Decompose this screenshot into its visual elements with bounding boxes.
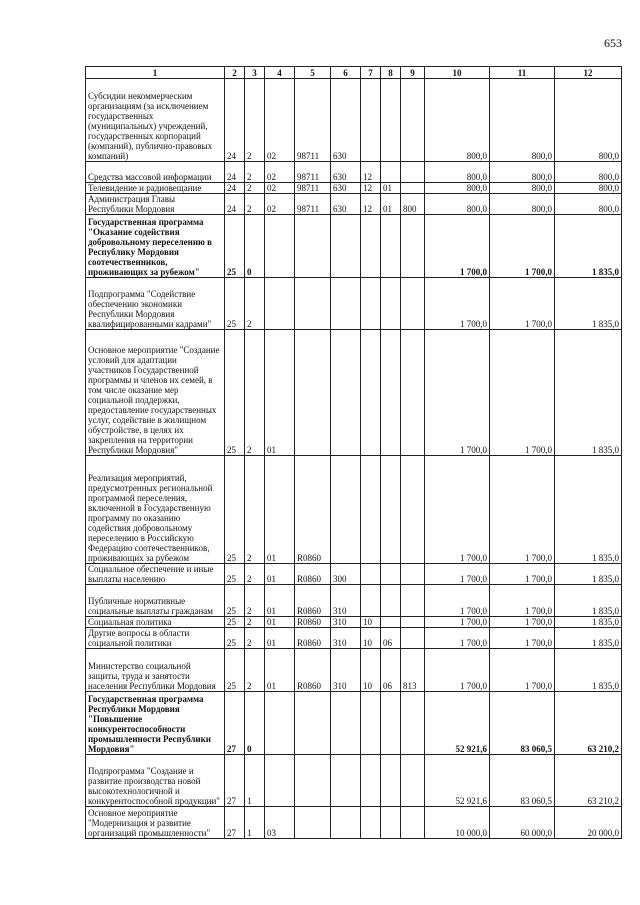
code-cell: 2 [245, 649, 265, 692]
amount-cell: 800,0 [555, 162, 622, 183]
code-cell: 25 [225, 617, 245, 628]
code-cell: 0 [245, 215, 265, 278]
amount-cell: 800,0 [425, 162, 490, 183]
table-row [86, 194, 622, 215]
amount-cell: 800,0 [555, 194, 622, 215]
code-cell: 2 [245, 162, 265, 183]
amount-cell: 1 700,0 [425, 215, 490, 278]
code-cell: 310 [331, 649, 361, 692]
row-name-cell: Реализация мероприятий, предусмотренных региональной программой переселения, включенной в Государственную программу по оказанию содействия добровольному переселению в Российскую Федерацию соотечественников, проживающих за рубежом [86, 456, 225, 564]
code-cell: 2 [245, 617, 265, 628]
code-cell: 310 [331, 585, 361, 617]
code-cell [331, 278, 361, 330]
amount-cell: 1 700,0 [490, 585, 555, 617]
code-cell: 02 [265, 194, 295, 215]
amount-cell: 1 700,0 [490, 278, 555, 330]
amount-cell: 1 700,0 [490, 215, 555, 278]
code-cell [381, 330, 401, 456]
code-cell: 310 [331, 617, 361, 628]
table-header-row [86, 67, 622, 79]
code-cell: 01 [381, 183, 401, 194]
code-cell [361, 456, 381, 564]
row-name-cell: Субсидии некоммерческим организациям (за исключением государственных (муниципальных) учреждений, государственных корпораций (компаний), публично-правовых компаний) [86, 79, 225, 162]
code-cell: 24 [225, 79, 245, 162]
code-cell: 01 [265, 628, 295, 649]
code-cell: 1 [245, 755, 265, 807]
code-cell: 2 [245, 79, 265, 162]
table-row [86, 278, 622, 330]
column-header: 9 [401, 67, 425, 79]
column-header: 5 [295, 67, 331, 79]
code-cell [381, 585, 401, 617]
code-cell: 25 [225, 564, 245, 585]
amount-cell: 800,0 [490, 183, 555, 194]
amount-cell: 800,0 [425, 194, 490, 215]
row-name-cell: Подпрограмма "Содействие обеспечению экономики Республики Мордовия квалифицированными кадрами" [86, 278, 225, 330]
table-row [86, 330, 622, 456]
row-name-cell: Другие вопросы в области социальной политики [86, 628, 225, 649]
code-cell [381, 162, 401, 183]
row-name-cell: Средства массовой информации [86, 162, 225, 183]
code-cell [361, 79, 381, 162]
amount-cell: 1 700,0 [490, 617, 555, 628]
code-cell [295, 215, 331, 278]
column-header: 11 [490, 67, 555, 79]
code-cell [265, 215, 295, 278]
code-cell: 25 [225, 585, 245, 617]
code-cell: 01 [265, 649, 295, 692]
row-name-cell: Подпрограмма "Создание и развитие производства новой высокотехнологичной и конкурентоспособной продукции" [86, 755, 225, 807]
code-cell [381, 79, 401, 162]
code-cell: 0 [245, 692, 265, 755]
code-cell [401, 278, 425, 330]
code-cell [361, 215, 381, 278]
code-cell [361, 278, 381, 330]
amount-cell: 1 835,0 [555, 585, 622, 617]
table-row [86, 692, 622, 755]
code-cell: R0860 [295, 585, 331, 617]
code-cell [361, 564, 381, 585]
amount-cell: 1 700,0 [425, 456, 490, 564]
code-cell: 06 [381, 628, 401, 649]
table-row [86, 79, 622, 162]
code-cell [401, 215, 425, 278]
code-cell: 24 [225, 194, 245, 215]
page-number: 653 [604, 36, 622, 50]
code-cell: 02 [265, 162, 295, 183]
code-cell [401, 564, 425, 585]
table-row [86, 183, 622, 194]
code-cell [381, 456, 401, 564]
code-cell [401, 456, 425, 564]
amount-cell: 20 000,0 [555, 807, 622, 839]
amount-cell: 800,0 [555, 183, 622, 194]
amount-cell: 800,0 [425, 183, 490, 194]
code-cell: 01 [265, 456, 295, 564]
amount-cell: 1 835,0 [555, 564, 622, 585]
amount-cell: 10 000,0 [425, 807, 490, 839]
code-cell [265, 755, 295, 807]
code-cell [361, 692, 381, 755]
amount-cell: 63 210,2 [555, 692, 622, 755]
amount-cell: 1 700,0 [425, 585, 490, 617]
amount-cell: 1 835,0 [555, 456, 622, 564]
code-cell: R0860 [295, 628, 331, 649]
code-cell [295, 278, 331, 330]
code-cell [381, 564, 401, 585]
row-name-cell: Телевидение и радиовещание [86, 183, 225, 194]
row-name-cell: Публичные нормативные социальные выплаты гражданам [86, 585, 225, 617]
code-cell: 98711 [295, 162, 331, 183]
code-cell [265, 692, 295, 755]
code-cell [401, 755, 425, 807]
amount-cell: 1 700,0 [490, 564, 555, 585]
amount-cell: 800,0 [425, 79, 490, 162]
code-cell: 98711 [295, 194, 331, 215]
code-cell: 01 [265, 617, 295, 628]
code-cell [401, 330, 425, 456]
amount-cell: 52 921,6 [425, 692, 490, 755]
amount-cell: 1 835,0 [555, 649, 622, 692]
amount-cell: 1 700,0 [425, 649, 490, 692]
code-cell [265, 278, 295, 330]
code-cell: 630 [331, 79, 361, 162]
amount-cell: 1 700,0 [490, 628, 555, 649]
code-cell [401, 807, 425, 839]
code-cell [331, 215, 361, 278]
code-cell [401, 628, 425, 649]
table-body [86, 79, 622, 839]
code-cell: R0860 [295, 617, 331, 628]
code-cell [381, 755, 401, 807]
table-row [86, 807, 622, 839]
amount-cell: 1 700,0 [490, 649, 555, 692]
amount-cell: 1 835,0 [555, 330, 622, 456]
code-cell: 27 [225, 807, 245, 839]
code-cell [331, 807, 361, 839]
code-cell: 98711 [295, 183, 331, 194]
amount-cell: 1 700,0 [425, 617, 490, 628]
table-row [86, 755, 622, 807]
amount-cell: 1 700,0 [425, 564, 490, 585]
code-cell: 630 [331, 194, 361, 215]
code-cell: 10 [361, 628, 381, 649]
amount-cell: 1 700,0 [425, 628, 490, 649]
code-cell: 02 [265, 79, 295, 162]
code-cell: 630 [331, 183, 361, 194]
table-row [86, 617, 622, 628]
table-row [86, 649, 622, 692]
code-cell [401, 183, 425, 194]
code-cell [331, 456, 361, 564]
code-cell [381, 278, 401, 330]
code-cell: 10 [361, 617, 381, 628]
amount-cell: 800,0 [555, 79, 622, 162]
amount-cell: 1 700,0 [490, 456, 555, 564]
code-cell: 813 [401, 649, 425, 692]
code-cell [361, 330, 381, 456]
row-name-cell: Государственная программа Республики Мордовия "Повышение конкурентоспособности промышленности Республики Мордовия" [86, 692, 225, 755]
amount-cell: 800,0 [490, 194, 555, 215]
code-cell: 98711 [295, 79, 331, 162]
column-header: 2 [225, 67, 245, 79]
code-cell: 2 [245, 628, 265, 649]
row-name-cell: Государственная программа "Оказание содействия добровольному переселению в Республику Мордовия соотечественников, проживающих за рубежом" [86, 215, 225, 278]
amount-cell: 800,0 [490, 162, 555, 183]
code-cell: 2 [245, 564, 265, 585]
code-cell: R0860 [295, 564, 331, 585]
table-row [86, 456, 622, 564]
code-cell: 27 [225, 755, 245, 807]
column-header: 7 [361, 67, 381, 79]
code-cell: 01 [265, 585, 295, 617]
code-cell: 24 [225, 183, 245, 194]
amount-cell: 1 835,0 [555, 628, 622, 649]
amount-cell: 63 210,2 [555, 755, 622, 807]
column-header: 6 [331, 67, 361, 79]
column-header: 10 [425, 67, 490, 79]
column-header: 1 [86, 67, 225, 79]
code-cell: 300 [331, 564, 361, 585]
code-cell: 01 [381, 194, 401, 215]
code-cell: 12 [361, 162, 381, 183]
row-name-cell: Социальное обеспечение и иные выплаты населению [86, 564, 225, 585]
code-cell: 2 [245, 585, 265, 617]
code-cell [401, 79, 425, 162]
code-cell: 27 [225, 692, 245, 755]
amount-cell: 52 921,6 [425, 755, 490, 807]
code-cell: 2 [245, 194, 265, 215]
amount-cell: 83 060,5 [490, 692, 555, 755]
code-cell [295, 755, 331, 807]
code-cell [401, 162, 425, 183]
amount-cell: 1 835,0 [555, 215, 622, 278]
table-row [86, 215, 622, 278]
code-cell: 2 [245, 456, 265, 564]
code-cell: 25 [225, 278, 245, 330]
row-name-cell: Социальная политика [86, 617, 225, 628]
amount-cell: 83 060,5 [490, 755, 555, 807]
column-header: 12 [555, 67, 622, 79]
amount-cell: 1 700,0 [425, 278, 490, 330]
code-cell [381, 617, 401, 628]
code-cell: 03 [265, 807, 295, 839]
code-cell: 2 [245, 183, 265, 194]
code-cell [361, 585, 381, 617]
code-cell: 630 [331, 162, 361, 183]
code-cell: 310 [331, 628, 361, 649]
code-cell: R0860 [295, 649, 331, 692]
row-name-cell: Администрация Главы Республики Мордовия [86, 194, 225, 215]
code-cell: 01 [265, 330, 295, 456]
table-row [86, 162, 622, 183]
code-cell: 24 [225, 162, 245, 183]
code-cell: 2 [245, 278, 265, 330]
code-cell: R0860 [295, 456, 331, 564]
code-cell: 25 [225, 215, 245, 278]
code-cell: 25 [225, 649, 245, 692]
code-cell: 06 [381, 649, 401, 692]
code-cell: 2 [245, 330, 265, 456]
code-cell [295, 807, 331, 839]
code-cell [381, 215, 401, 278]
table-row [86, 585, 622, 617]
code-cell [295, 692, 331, 755]
code-cell [361, 755, 381, 807]
row-name-cell: Министерство социальной защиты, труда и занятости населения Республики Мордовия [86, 649, 225, 692]
amount-cell: 60 000,0 [490, 807, 555, 839]
code-cell [331, 755, 361, 807]
code-cell: 12 [361, 183, 381, 194]
code-cell [361, 807, 381, 839]
code-cell: 25 [225, 456, 245, 564]
table-row [86, 628, 622, 649]
code-cell [331, 330, 361, 456]
code-cell [381, 692, 401, 755]
amount-cell: 1 700,0 [425, 330, 490, 456]
code-cell: 800 [401, 194, 425, 215]
code-cell: 25 [225, 628, 245, 649]
code-cell: 02 [265, 183, 295, 194]
code-cell [401, 617, 425, 628]
code-cell [401, 585, 425, 617]
code-cell [401, 692, 425, 755]
column-header: 4 [265, 67, 295, 79]
amount-cell: 1 700,0 [490, 330, 555, 456]
amount-cell: 1 835,0 [555, 617, 622, 628]
code-cell [331, 692, 361, 755]
amount-cell: 1 835,0 [555, 278, 622, 330]
row-name-cell: Основное мероприятие "Создание условий для адаптации участников Государственной программы и членов их семей, в том числе оказание мер социальной поддержки, предоставление государственных услуг, содействие в жилищном обустройстве, в целях их закрепления на территории Республики Мордовия" [86, 330, 225, 456]
code-cell [295, 330, 331, 456]
amount-cell: 800,0 [490, 79, 555, 162]
table-row [86, 564, 622, 585]
code-cell [381, 807, 401, 839]
code-cell: 12 [361, 194, 381, 215]
column-header: 3 [245, 67, 265, 79]
code-cell: 10 [361, 649, 381, 692]
column-header: 8 [381, 67, 401, 79]
code-cell: 1 [245, 807, 265, 839]
row-name-cell: Основное мероприятие "Модернизация и развитие организаций промышленности" [86, 807, 225, 839]
code-cell: 01 [265, 564, 295, 585]
budget-table [85, 66, 622, 839]
code-cell: 25 [225, 330, 245, 456]
